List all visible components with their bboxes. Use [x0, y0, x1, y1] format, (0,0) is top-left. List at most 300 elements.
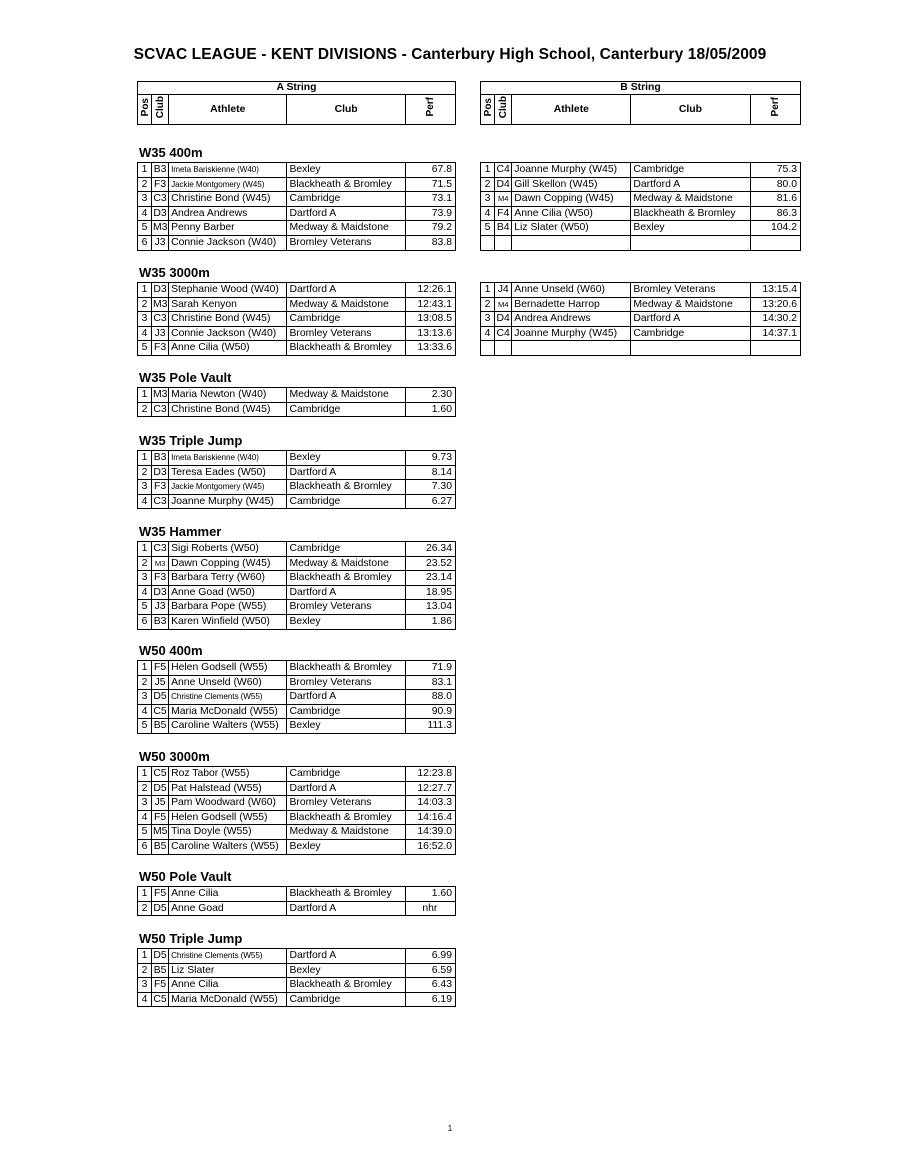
table-row [138, 192, 456, 207]
club-code-cell: C3 [152, 402, 169, 417]
results-table [137, 541, 456, 630]
table-row [481, 163, 801, 178]
athlete-cell [512, 235, 631, 250]
table-row [138, 992, 456, 1007]
athlete-cell: Dawn Copping (W45) [512, 192, 631, 207]
results-table [137, 948, 456, 1007]
club-cell: Dartford A [287, 206, 405, 221]
position-cell: 3 [138, 571, 152, 586]
table-row [138, 796, 456, 811]
club-code-cell: J3 [152, 326, 169, 341]
athlete-cell: Helen Godsell (W55) [169, 810, 287, 825]
position-cell: 4 [138, 326, 152, 341]
table-row [481, 235, 801, 250]
athlete-cell: Connie Jackson (W40) [169, 235, 287, 250]
table-row [481, 206, 801, 221]
perf-cell: 71.5 [405, 177, 455, 192]
position-cell: 2 [138, 177, 152, 192]
position-cell: 2 [138, 781, 152, 796]
athlete-cell: Anne Unseld (W60) [512, 283, 631, 298]
table-row [481, 283, 801, 298]
position-cell: 4 [481, 326, 495, 341]
position-cell: 2 [138, 556, 152, 571]
club-code-cell: J3 [152, 235, 169, 250]
table-row [138, 571, 456, 586]
athlete-cell [512, 341, 631, 356]
perf-cell: 23.52 [405, 556, 455, 571]
position-cell: 5 [481, 221, 495, 236]
athlete-cell: Maria Newton (W40) [169, 388, 287, 403]
position-cell: 1 [138, 163, 152, 178]
col-club-code: Club [152, 95, 169, 125]
athlete-cell: Anne Cilia (W50) [169, 341, 287, 356]
club-code-cell: M3 [152, 297, 169, 312]
table-row [138, 963, 456, 978]
club-code-cell: D3 [152, 283, 169, 298]
club-code-cell: C5 [152, 767, 169, 782]
position-cell: 2 [138, 901, 152, 916]
results-table [137, 886, 456, 916]
club-code-cell: D4 [495, 312, 512, 327]
athlete-cell: Bernadette Harrop [512, 297, 631, 312]
perf-cell: 67.8 [405, 163, 455, 178]
club-cell: Bexley [287, 719, 405, 734]
event-title: W35 3000m [139, 265, 210, 280]
perf-cell: 75.3 [750, 163, 801, 178]
perf-cell: 18.95 [405, 585, 455, 600]
athlete-cell: Barbara Pope (W55) [169, 600, 287, 615]
header-table-a [137, 81, 456, 125]
table-row [138, 614, 456, 629]
position-cell: 5 [138, 221, 152, 236]
table-row [138, 901, 456, 916]
table-row [138, 887, 456, 902]
event-title: W35 Hammer [139, 524, 222, 539]
table-row [138, 825, 456, 840]
perf-cell: 2.30 [405, 388, 455, 403]
athlete-cell: Dawn Copping (W45) [169, 556, 287, 571]
club-code-cell: F5 [152, 978, 169, 993]
table-row [481, 192, 801, 207]
position-cell: 3 [138, 978, 152, 993]
club-cell: Blackheath & Bromley [287, 887, 405, 902]
table-row [138, 283, 456, 298]
perf-cell: 8.14 [405, 465, 455, 480]
page-title: SCVAC LEAGUE - KENT DIVISIONS - Canterbury High School, Canterbury 18/05/2009 [133, 46, 767, 63]
athlete-cell: Anne Unseld (W60) [169, 675, 287, 690]
club-cell: Blackheath & Bromley [287, 177, 405, 192]
club-code-cell: D5 [152, 690, 169, 705]
athlete-cell: Jackie Montgomery (W45) [169, 480, 287, 495]
athlete-cell: Christine Bond (W45) [169, 192, 287, 207]
position-cell: 4 [138, 810, 152, 825]
perf-cell: nhr [405, 901, 455, 916]
table-row [138, 163, 456, 178]
club-cell: Cambridge [287, 992, 405, 1007]
club-cell: Dartford A [287, 283, 405, 298]
perf-cell: 13:15.4 [750, 283, 801, 298]
club-code-cell: C3 [152, 312, 169, 327]
position-cell: 2 [138, 465, 152, 480]
athlete-cell: Stephanie Wood (W40) [169, 283, 287, 298]
table-row [138, 675, 456, 690]
perf-cell: 6.19 [405, 992, 455, 1007]
perf-cell: 6.43 [405, 978, 455, 993]
position-cell: 3 [481, 312, 495, 327]
club-code-cell: D5 [152, 949, 169, 964]
club-cell: Medway & Maidstone [287, 825, 405, 840]
club-cell: Bromley Veterans [287, 675, 405, 690]
position-cell: 1 [138, 661, 152, 676]
athlete-cell: Anne Cilia [169, 887, 287, 902]
perf-cell: 12:43.1 [405, 297, 455, 312]
perf-cell: 16:52.0 [405, 839, 455, 854]
perf-cell: 83.1 [405, 675, 455, 690]
club-code-cell: J5 [152, 796, 169, 811]
perf-cell: 73.1 [405, 192, 455, 207]
perf-cell: 6.59 [405, 963, 455, 978]
position-cell: 5 [138, 719, 152, 734]
club-cell: Cambridge [631, 326, 750, 341]
club-cell: Cambridge [287, 402, 405, 417]
col-athlete: Athlete [169, 95, 287, 125]
athlete-cell: Christine Clements (W55) [169, 690, 287, 705]
perf-cell: 6.99 [405, 949, 455, 964]
perf-cell: 13:33.6 [405, 341, 455, 356]
perf-cell: 14:30.2 [750, 312, 801, 327]
event-title: W35 400m [139, 145, 203, 160]
position-cell: 6 [138, 839, 152, 854]
position-cell: 5 [138, 600, 152, 615]
perf-cell: 73.9 [405, 206, 455, 221]
results-table [137, 660, 456, 734]
club-cell: Dartford A [287, 465, 405, 480]
perf-cell: 88.0 [405, 690, 455, 705]
club-cell: Medway & Maidstone [631, 192, 750, 207]
club-code-cell: C3 [152, 192, 169, 207]
col-pos: Pos [138, 95, 152, 125]
position-cell: 4 [138, 992, 152, 1007]
perf-cell: 81.6 [750, 192, 801, 207]
club-cell: Blackheath & Bromley [287, 341, 405, 356]
results-table [480, 282, 801, 356]
table-row [481, 177, 801, 192]
club-code-cell: D3 [152, 465, 169, 480]
club-code-cell: F4 [495, 206, 512, 221]
athlete-cell: Sarah Kenyon [169, 297, 287, 312]
table-row [138, 556, 456, 571]
position-cell: 3 [138, 312, 152, 327]
athlete-cell: Pam Woodward (W60) [169, 796, 287, 811]
perf-cell: 13.04 [405, 600, 455, 615]
position-cell: 2 [138, 675, 152, 690]
position-cell: 4 [138, 494, 152, 509]
perf-cell: 23.14 [405, 571, 455, 586]
athlete-cell: Jackie Montgomery (W45) [169, 177, 287, 192]
club-cell: Blackheath & Bromley [631, 206, 750, 221]
club-code-cell: B5 [152, 963, 169, 978]
table-row [138, 661, 456, 676]
perf-cell: 79.2 [405, 221, 455, 236]
club-cell: Cambridge [287, 542, 405, 557]
club-code-cell: D4 [495, 177, 512, 192]
club-cell: Bexley [287, 451, 405, 466]
table-row [138, 341, 456, 356]
club-code-cell: D3 [152, 206, 169, 221]
table-row [138, 388, 456, 403]
club-code-cell: D5 [152, 901, 169, 916]
results-table [137, 387, 456, 417]
club-cell: Bexley [287, 614, 405, 629]
club-code-cell: J5 [152, 675, 169, 690]
position-cell: 2 [138, 297, 152, 312]
club-cell: Dartford A [287, 949, 405, 964]
event-title: W50 Pole Vault [139, 869, 232, 884]
athlete-cell: Caroline Walters (W55) [169, 719, 287, 734]
position-cell: 2 [481, 177, 495, 192]
perf-cell: 1.60 [405, 887, 455, 902]
club-code-cell: D5 [152, 781, 169, 796]
col-athlete: Athlete [512, 95, 631, 125]
athlete-cell: Helen Godsell (W55) [169, 661, 287, 676]
club-code-cell [495, 341, 512, 356]
club-cell: Dartford A [287, 781, 405, 796]
club-code-cell: B3 [152, 451, 169, 466]
position-cell: 5 [138, 341, 152, 356]
club-cell: Blackheath & Bromley [287, 978, 405, 993]
club-code-cell: F3 [152, 341, 169, 356]
club-code-cell: M4 [495, 297, 512, 312]
position-cell: 4 [138, 585, 152, 600]
table-row [481, 341, 801, 356]
event-title: W50 400m [139, 643, 203, 658]
table-row [481, 326, 801, 341]
athlete-cell: Anne Goad (W50) [169, 585, 287, 600]
perf-cell: 71.9 [405, 661, 455, 676]
club-code-cell: M3 [152, 388, 169, 403]
col-pos: Pos [481, 95, 495, 125]
club-code-cell [495, 235, 512, 250]
table-row [138, 585, 456, 600]
club-code-cell: J3 [152, 600, 169, 615]
club-cell: Dartford A [631, 177, 750, 192]
table-row [138, 480, 456, 495]
athlete-cell: Tina Doyle (W55) [169, 825, 287, 840]
event-title: W35 Pole Vault [139, 370, 232, 385]
club-code-cell: F5 [152, 887, 169, 902]
club-cell: Cambridge [631, 163, 750, 178]
position-cell: 6 [138, 614, 152, 629]
athlete-cell: Liz Slater [169, 963, 287, 978]
position-cell: 1 [481, 163, 495, 178]
perf-cell: 26.34 [405, 542, 455, 557]
perf-cell: 12:27.7 [405, 781, 455, 796]
club-code-cell: M5 [152, 825, 169, 840]
club-code-cell: C3 [152, 494, 169, 509]
club-code-cell: C3 [152, 542, 169, 557]
table-row [138, 451, 456, 466]
table-row [138, 839, 456, 854]
club-cell: Bromley Veterans [287, 326, 405, 341]
position-cell: 2 [138, 402, 152, 417]
table-row [481, 297, 801, 312]
athlete-cell: Anne Cilia [169, 978, 287, 993]
table-row [138, 810, 456, 825]
club-cell: Dartford A [287, 585, 405, 600]
perf-cell: 1.60 [405, 402, 455, 417]
athlete-cell: Sigi Roberts (W50) [169, 542, 287, 557]
table-row [138, 781, 456, 796]
table-row [138, 704, 456, 719]
table-row [138, 402, 456, 417]
perf-cell: 90.9 [405, 704, 455, 719]
club-code-cell: M4 [495, 192, 512, 207]
club-cell: Blackheath & Bromley [287, 571, 405, 586]
perf-cell: 13:20.6 [750, 297, 801, 312]
athlete-cell: Anne Goad [169, 901, 287, 916]
club-code-cell: F3 [152, 480, 169, 495]
perf-cell [750, 235, 801, 250]
club-code-cell: B5 [152, 839, 169, 854]
results-table [137, 766, 456, 855]
table-row [138, 719, 456, 734]
event-title: W50 3000m [139, 749, 210, 764]
position-cell: 6 [138, 235, 152, 250]
table-row [138, 600, 456, 615]
club-cell [631, 341, 750, 356]
table-row [138, 767, 456, 782]
club-code-cell: B5 [152, 719, 169, 734]
perf-cell: 86.3 [750, 206, 801, 221]
position-cell: 3 [138, 690, 152, 705]
table-row [138, 978, 456, 993]
table-row [138, 949, 456, 964]
position-cell: 1 [138, 949, 152, 964]
athlete-cell: Joanne Murphy (W45) [512, 163, 631, 178]
club-cell: Dartford A [631, 312, 750, 327]
athlete-cell: Imeta Bariskienne (W40) [169, 163, 287, 178]
athlete-cell: Maria McDonald (W55) [169, 704, 287, 719]
club-cell: Bromley Veterans [287, 796, 405, 811]
position-cell: 3 [138, 480, 152, 495]
perf-cell [750, 341, 801, 356]
club-cell: Bexley [631, 221, 750, 236]
club-cell: Bexley [287, 839, 405, 854]
club-cell: Cambridge [287, 312, 405, 327]
position-cell [481, 235, 495, 250]
table-row [138, 494, 456, 509]
club-code-cell: F3 [152, 177, 169, 192]
col-perf: Perf [405, 95, 455, 125]
header-table-b [480, 81, 801, 125]
table-row [138, 542, 456, 557]
table-row [138, 206, 456, 221]
club-code-cell: C5 [152, 992, 169, 1007]
club-code-cell: C4 [495, 326, 512, 341]
perf-cell: 14:16.4 [405, 810, 455, 825]
athlete-cell: Imeta Bariskienne (W40) [169, 451, 287, 466]
position-cell: 5 [138, 825, 152, 840]
page-number: 1 [447, 1124, 453, 1133]
position-cell [481, 341, 495, 356]
athlete-cell: Liz Slater (W50) [512, 221, 631, 236]
club-code-cell: F5 [152, 810, 169, 825]
club-cell: Medway & Maidstone [287, 297, 405, 312]
club-code-cell: F5 [152, 661, 169, 676]
position-cell: 1 [138, 451, 152, 466]
athlete-cell: Anne Cilia (W50) [512, 206, 631, 221]
athlete-cell: Caroline Walters (W55) [169, 839, 287, 854]
event-title: W35 Triple Jump [139, 433, 243, 448]
athlete-cell: Gill Skellon (W45) [512, 177, 631, 192]
position-cell: 1 [138, 388, 152, 403]
athlete-cell: Christine Bond (W45) [169, 402, 287, 417]
club-cell: Cambridge [287, 192, 405, 207]
results-table [137, 162, 456, 251]
col-perf: Perf [750, 95, 801, 125]
perf-cell: 80.0 [750, 177, 801, 192]
athlete-cell: Christine Clements (W55) [169, 949, 287, 964]
perf-cell: 14:39.0 [405, 825, 455, 840]
position-cell: 1 [138, 767, 152, 782]
club-cell: Cambridge [287, 704, 405, 719]
position-cell: 1 [138, 283, 152, 298]
club-cell: Bromley Veterans [631, 283, 750, 298]
club-cell: Dartford A [287, 690, 405, 705]
athlete-cell: Roz Tabor (W55) [169, 767, 287, 782]
club-cell: Medway & Maidstone [287, 221, 405, 236]
perf-cell: 9.73 [405, 451, 455, 466]
position-cell: 1 [481, 283, 495, 298]
perf-cell: 104.2 [750, 221, 801, 236]
perf-cell: 13:08.5 [405, 312, 455, 327]
results-table [137, 282, 456, 356]
perf-cell: 6.27 [405, 494, 455, 509]
club-cell: Blackheath & Bromley [287, 810, 405, 825]
table-row [138, 690, 456, 705]
club-cell [631, 235, 750, 250]
position-cell: 4 [481, 206, 495, 221]
b-string-heading: B String [481, 82, 801, 95]
club-code-cell: J4 [495, 283, 512, 298]
perf-cell: 1.86 [405, 614, 455, 629]
perf-cell: 7.30 [405, 480, 455, 495]
club-code-cell: M3 [152, 556, 169, 571]
table-row [138, 297, 456, 312]
club-code-cell: M3 [152, 221, 169, 236]
results-table [137, 450, 456, 509]
club-cell: Bexley [287, 163, 405, 178]
a-string-heading: A String [138, 82, 456, 95]
athlete-cell: Karen Winfield (W50) [169, 614, 287, 629]
position-cell: 1 [138, 887, 152, 902]
perf-cell: 14:03.3 [405, 796, 455, 811]
perf-cell: 13:13.6 [405, 326, 455, 341]
athlete-cell: Joanne Murphy (W45) [169, 494, 287, 509]
table-row [138, 221, 456, 236]
club-code-cell: C5 [152, 704, 169, 719]
athlete-cell: Barbara Terry (W60) [169, 571, 287, 586]
position-cell: 1 [138, 542, 152, 557]
athlete-cell: Pat Halstead (W55) [169, 781, 287, 796]
col-club-code: Club [495, 95, 512, 125]
position-cell: 3 [138, 796, 152, 811]
position-cell: 4 [138, 704, 152, 719]
club-cell: Medway & Maidstone [631, 297, 750, 312]
athlete-cell: Maria McDonald (W55) [169, 992, 287, 1007]
position-cell: 2 [481, 297, 495, 312]
club-cell: Medway & Maidstone [287, 556, 405, 571]
